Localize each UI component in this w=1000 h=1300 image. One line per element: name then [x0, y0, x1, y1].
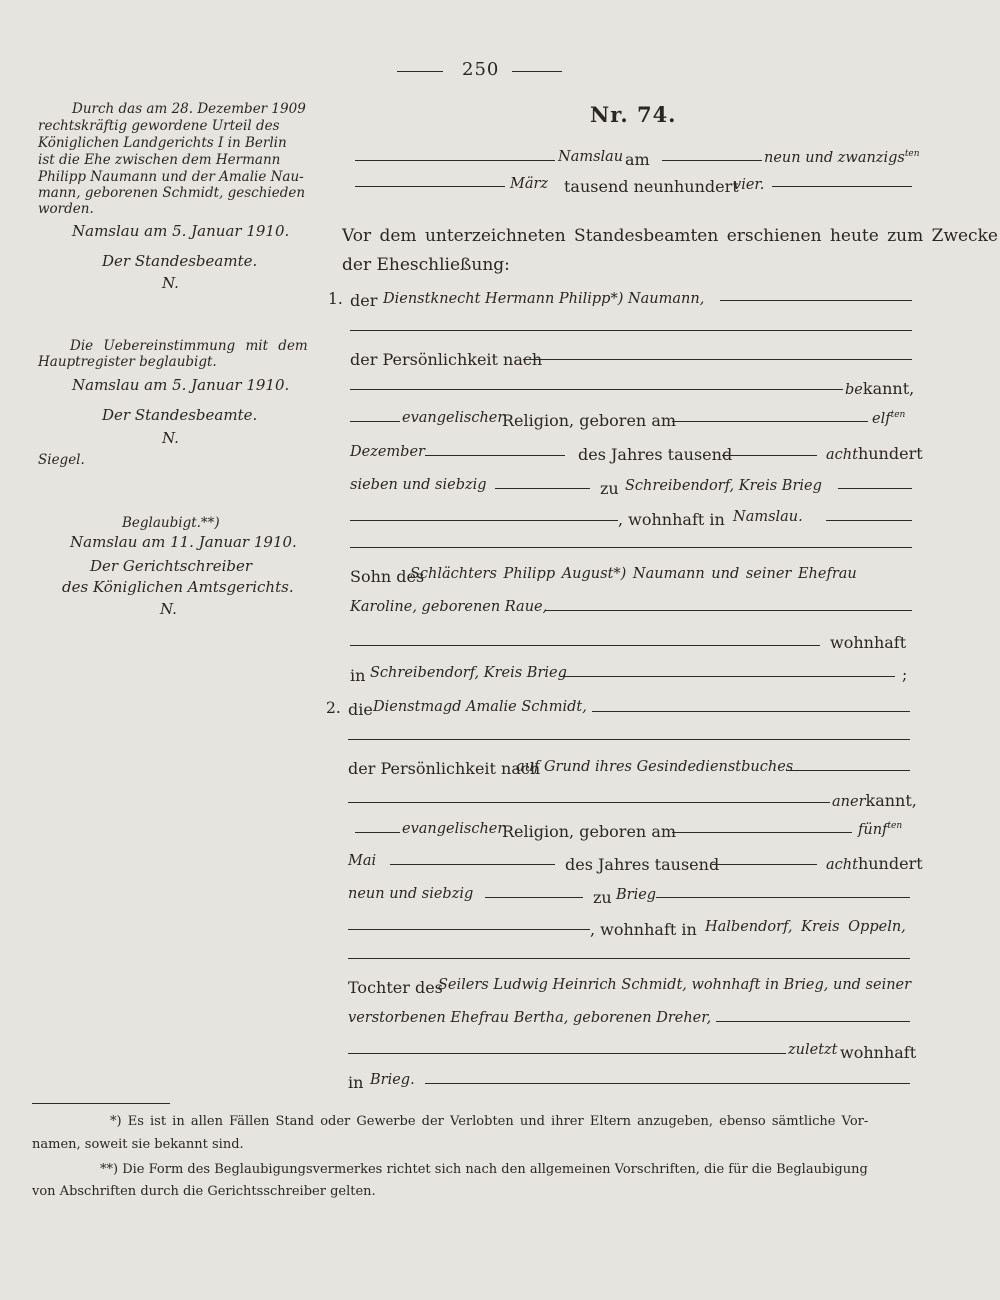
party2-century — [826, 854, 923, 873]
party2-last-hand: zuletzt — [788, 1042, 838, 1058]
note1-line: Durch das am 28. Dezember 1909 — [72, 101, 306, 117]
party2-in: in — [348, 1073, 364, 1092]
blank-line — [350, 547, 912, 548]
party1-century — [826, 444, 923, 463]
party2-birth-year: neun und siebzig — [348, 886, 474, 902]
note2-line: Die Uebereinstimmung mit dem — [70, 338, 308, 354]
party2-known — [832, 791, 917, 810]
footnote-rule — [32, 1103, 170, 1104]
party2-religion-print: Religion, geboren am — [502, 822, 677, 841]
blank-line — [786, 770, 910, 771]
century-hand: acht — [826, 857, 858, 873]
footnote-2-line-1: **) Die Form des Beglaubigungsvermerkes richtet sich nach den allgemeinen Vorschriften, die für die Beglaubigung — [100, 1162, 868, 1177]
party1-religion-print: Religion, geboren am — [502, 411, 677, 430]
note1-line: rechtskräftig gewordene Urteil des — [38, 118, 280, 134]
intro-line-1: Vor dem unterzeichneten Standesbeamten erschienen heute zum Zwecke — [342, 226, 998, 246]
clerk-line-2: des Königlichen Amtsgerichts. — [62, 578, 294, 596]
blank-line — [722, 455, 817, 456]
party1-year-label: des Jahres tausend — [578, 445, 733, 464]
party2-daughter-father: Seilers Ludwig Heinrich Schmidt, wohnhaft in Brieg, und seiner — [438, 977, 912, 993]
party2-birth-day — [858, 821, 902, 838]
party1-number: 1. — [328, 290, 343, 308]
footnote-2-line-2: von Abschriften durch die Gerichtsschreiber gelten. — [32, 1184, 376, 1199]
blank-line — [348, 739, 910, 740]
party2-residence-label: , wohnhaft in — [590, 920, 697, 939]
blank-line — [720, 300, 912, 301]
blank-line — [523, 359, 912, 360]
header-rule-left — [397, 71, 443, 72]
blank-line — [672, 832, 852, 833]
blank-line — [716, 1021, 910, 1022]
place-date-1: Namslau am 5. Januar 1910. — [72, 222, 290, 240]
party1-son-mother: Karoline, geborenen Raue, — [350, 599, 548, 615]
party1-known — [845, 379, 914, 398]
known-hand: aner — [832, 794, 866, 810]
party1-parents-residence: Schreibendorf, Kreis Brieg — [370, 665, 567, 681]
party1-birth-month: Dezember — [350, 444, 425, 460]
day-text: neun und zwanzigs — [764, 149, 905, 166]
blank-line — [662, 160, 762, 161]
place-hand: Namslau — [558, 149, 624, 165]
blank-line — [545, 610, 912, 611]
blank-line — [350, 421, 400, 422]
initial-2: N. — [162, 429, 179, 447]
note1-line: mann, geborenen Schmidt, geschieden — [38, 185, 306, 201]
known-hand: be — [845, 382, 863, 398]
party2-identified-by: auf Grund ihres Gesindedienstbuches — [516, 759, 794, 775]
registrar-1: Der Standesbeamte. — [102, 252, 258, 270]
blank-line — [348, 1053, 786, 1054]
blank-line — [355, 160, 555, 161]
party1-in: in — [350, 666, 366, 685]
party1-person-label: der Persönlichkeit nach — [350, 350, 543, 369]
party2-year-label: des Jahres tausend — [565, 855, 720, 874]
party1-son-father: Schlächters Philipp August*) Naumann und seiner Ehefrau — [410, 566, 857, 582]
blank-line — [656, 897, 910, 898]
blank-line — [560, 676, 895, 677]
certified-label: Beglaubigt.**) — [122, 515, 220, 531]
month-hand: März — [510, 176, 549, 192]
seal-label: Siegel. — [38, 452, 85, 468]
party1-semicolon: ; — [902, 666, 908, 684]
party1-religion-hand: evangelischer — [402, 410, 505, 426]
blank-line — [485, 897, 583, 898]
note1-line: Königlichen Landgerichts I in Berlin — [38, 135, 287, 151]
page-number: 250 — [462, 59, 500, 80]
birth-day-sup: ten — [887, 821, 903, 831]
clerk-line-1: Der Gerichtschreiber — [90, 557, 253, 575]
party2-residence: Halbendorf, Kreis Oppeln, — [705, 919, 906, 935]
party1-residence-label: , wohnhaft in — [618, 510, 725, 529]
note2-line: Hauptregister beglaubigt. — [38, 354, 217, 370]
year-hand: vier. — [733, 177, 765, 193]
party2-person-label: der Persönlichkeit nach — [348, 759, 541, 778]
blank-line — [350, 389, 843, 390]
footnote-1-line-2: namen, soweit sie bekannt sind. — [32, 1137, 244, 1152]
blank-line — [772, 186, 912, 187]
blank-line — [425, 455, 565, 456]
party2-birth-month: Mai — [348, 853, 377, 869]
blank-line — [348, 929, 590, 930]
blank-line — [592, 711, 910, 712]
blank-line — [348, 958, 910, 959]
blank-line — [826, 520, 912, 521]
party2-birth-place: Brieg — [616, 887, 657, 903]
blank-line — [425, 1083, 910, 1084]
initial-3: N. — [160, 600, 177, 618]
party1-parents-residence-label: wohnhaft — [830, 633, 907, 652]
party1-birth-day — [872, 410, 905, 427]
blank-line — [390, 864, 555, 865]
initial-1: N. — [162, 274, 179, 292]
record-title: Nr. 74. — [590, 102, 677, 127]
blank-line — [350, 330, 912, 331]
party1-residence: Namslau. — [733, 509, 803, 525]
header-rule-right — [512, 71, 562, 72]
footnote-1-line-1: *) Es ist in allen Fällen Stand oder Gewerbe der Verlobten und ihrer Eltern anzugeben, ebenso sämtliche Vor- — [110, 1114, 869, 1129]
note1-line: worden. — [38, 201, 94, 217]
note1-line: Philipp Naumann und der Amalie Nau- — [38, 169, 304, 185]
blank-line — [355, 832, 400, 833]
place-date-3: Namslau am 11. Januar 1910. — [70, 533, 297, 551]
birth-day-text: fünf — [858, 821, 888, 838]
party2-name: Dienstmagd Amalie Schmidt, — [373, 699, 587, 715]
party2-religion-hand: evangelischer — [402, 821, 505, 837]
known-print: kannt, — [862, 379, 915, 398]
blank-line — [350, 645, 820, 646]
party1-zu: zu — [600, 479, 619, 498]
party1-birth-year: sieben und siebzig — [350, 477, 487, 493]
blank-line — [495, 488, 590, 489]
blank-line — [355, 186, 505, 187]
blank-line — [672, 421, 868, 422]
year-print: tausend neunhundert — [564, 177, 739, 196]
blank-line — [350, 520, 618, 521]
am-label: am — [625, 150, 650, 169]
place-date-2: Namslau am 5. Januar 1910. — [72, 376, 290, 394]
intro-line-2: der Eheschließung: — [342, 255, 510, 275]
party2-daughter-mother: verstorbenen Ehefrau Bertha, geborenen Dreher, — [348, 1010, 712, 1026]
party2-number: 2. — [326, 699, 341, 717]
day-hand — [764, 149, 920, 166]
blank-line — [348, 802, 830, 803]
century-print: hundert — [857, 854, 923, 873]
party2-parents-residence: Brieg. — [370, 1072, 415, 1088]
known-print: kannt, — [865, 791, 917, 810]
party1-der: der — [350, 291, 378, 310]
party1-name: Dienstknecht Hermann Philipp*) Naumann, — [383, 291, 705, 307]
note1-line: ist die Ehe zwischen dem Hermann — [38, 152, 281, 168]
birth-day-text: elf — [872, 410, 891, 427]
century-hand: acht — [826, 447, 858, 463]
party2-daughter-print: Tochter des — [348, 978, 443, 997]
century-print: hundert — [857, 444, 923, 463]
birth-day-sup: ten — [890, 410, 906, 420]
day-sup: ten — [904, 149, 920, 159]
party2-die: die — [348, 700, 373, 719]
blank-line — [712, 864, 817, 865]
party1-birth-place: Schreibendorf, Kreis Brieg — [625, 478, 822, 494]
blank-line — [838, 488, 912, 489]
party1-son-print: Sohn des — [350, 567, 425, 586]
party2-zu: zu — [593, 888, 612, 907]
party2-last-print: wohnhaft — [840, 1043, 917, 1062]
registrar-2: Der Standesbeamte. — [102, 406, 258, 424]
